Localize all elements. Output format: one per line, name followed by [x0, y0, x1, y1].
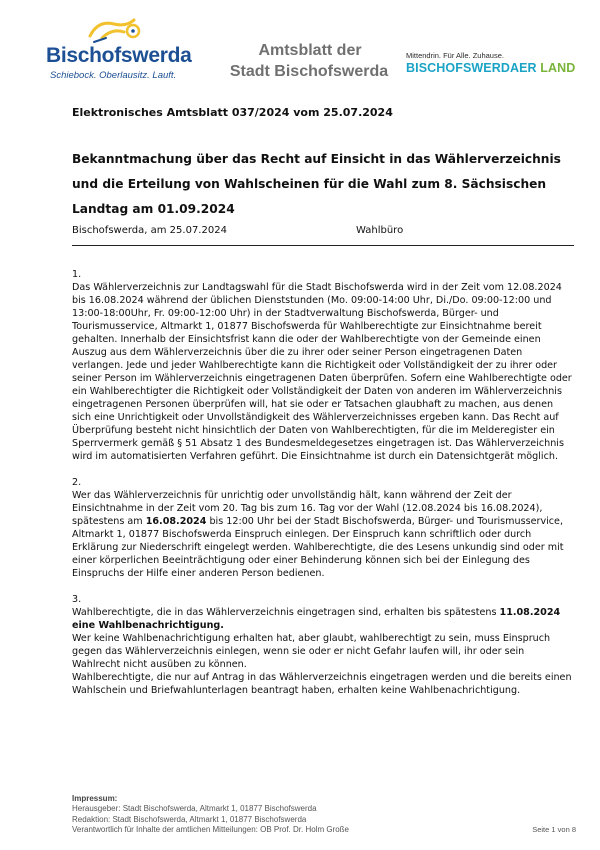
city-logo-name: Bischofswerda — [46, 44, 192, 67]
region-logo-name — [406, 61, 596, 75]
section-2 — [72, 476, 575, 580]
issue-line: Elektronisches Amtsblatt 037/2024 vom 25.07.2024 — [72, 106, 393, 119]
section-number: 3. — [72, 594, 82, 605]
gazette-title-line2: Stadt Bischofswerda — [229, 63, 389, 80]
imprint — [72, 794, 576, 835]
region-logo-tagline: Mittendrin. Für Alle. Zuhause. — [406, 51, 504, 60]
imprint-heading: Impressum: — [72, 794, 118, 803]
region-logo-name-part1: BISCHOFSWERDAER — [406, 61, 537, 75]
sections — [72, 268, 575, 710]
section-3 — [72, 593, 575, 697]
region-logo-name-part2: LAND — [540, 61, 576, 75]
section-text-paragraph: Wer keine Wahlbenachrichtigung erhalten hat, aber glaubt, wahlberechtigt zu sein, muss Einspruch gegen das Wählerverzeichnis einlegen, wenn sie oder er nicht Gefahr laufen will, ihr oder sein Wahlrecht nicht ausüben zu können. — [72, 633, 551, 670]
imprint-publisher: Herausgeber: Stadt Bischofswerda, Altmarkt 1, 01877 Bischofswerda — [72, 804, 317, 814]
place-date: Bischofswerda, am 25.07.2024 — [72, 225, 227, 236]
announcement-title: Bekanntmachung über das Recht auf Einsicht in das Wählerverzeichnis und die Erteilung von Wahlscheinen für die Wahl zum 8. Sächsischen Landtag am 01.09.2024 — [72, 152, 561, 216]
section-text-part: Wahlberechtigte, die in das Wählerverzeichnis eingetragen sind, erhalten bis spätestens — [72, 607, 500, 618]
section-text-paragraph: Wahlberechtigte, die nur auf Antrag in das Wählerverzeichnis eingetragen werden und die bereits einen Wahlschein und Briefwahlunterlagen beantragt haben, erhalten keine Wahlbenachrichtigung. — [72, 672, 572, 696]
page-number: Seite 1 von 8 — [532, 824, 576, 834]
title-divider — [72, 245, 574, 246]
section-number: 2. — [72, 477, 82, 488]
section-text-part: Wer das Wählerverzeichnis für unrichtig oder unvollständig hält, kann während der Zeit der Einsichtnahme in der Zeit vom 20. Tag bis zum 16. Tag vor der Wahl (12.08.2024 bis 16.08.2024), spätestens am — [72, 490, 543, 527]
deadline-date: 16.08.2024 — [145, 516, 207, 527]
notification-deadline: 11.08.2024 eine Wahlbenachrichtigung. — [72, 607, 561, 631]
section-text — [72, 489, 575, 580]
section-1 — [72, 268, 575, 463]
section-text-part: bis 12:00 Uhr bei der Stadt Bischofswerda, Bürger- und Tourismusservice, Altmarkt 1, 01877 Bischofswerda Einspruch einlegen. Der Einspruch kann schriftlich oder durch Erklärung zur Niederschrift eingelegt werden. Wahlberechtigte, die des Lesens unkundig sind oder mit einer körperlichen Beeinträchtigung oder einer Behinderung können sich bei der Einlegung des Einspruchs der Hilfe einer anderen Person bedienen. — [72, 516, 564, 579]
section-text — [72, 606, 575, 632]
region-logo — [406, 51, 596, 75]
issuing-office: Wahlbüro — [356, 225, 404, 236]
section-text: Das Wählerverzeichnis zur Landtagswahl für die Stadt Bischofswerda wird in der Zeit vom 12.08.2024 bis 16.08.2024 während der üblichen Dienststunden (Mo. 09:00-14:00 Uhr, Di./Do. 09:00-12:00 und 13:00-18:00Uhr, Fr. 09:00-12:00 Uhr) in der Stadtverwaltung Bischofswerda, Bürger- und Tourismusservice, Altmarkt 1, 01877 Bischofswerda für Wahlberechtigte zur Einsichtnahme bereit gehalten. Innerhalb der Einsichtsfrist kann die oder der Wahlberechtigte von der Gemeinde einen Auszug aus dem Wählerverzeichnis über die zu ihrer oder seiner Person eingetragenen Daten verlangen. Jede und jeder Wahlberechtigte kann die Richtigkeit oder Vollständigkeit der zu ihrer oder seiner Person im Wählerverzeichnis eingetragenen Daten überprüfen. Sofern eine Wahlberechtigte oder ein Wahlberechtigter die Richtigkeit oder Vollständigkeit der Daten von anderen im Wählerverzeichnis eingetragenen Personen überprüfen will, hat sie oder er Tatsachen glaubhaft zu machen, aus denen sich eine Unrichtigkeit oder Unvollständigkeit des Wählerverzeichnisses ergeben kann. Das Recht auf Überprüfung besteht nicht hinsichtlich der Daten von Wahlberechtigten, für die im Melderegister ein Sperrvermerk gemäß § 51 Absatz 1 des Bundesmeldegesetzes eingetragen ist. Das Wählerverzeichnis wird im automatisierten Verfahren geführt. Die Einsichtnahme ist durch ein Datensichtgerät möglich. — [72, 282, 572, 462]
imprint-editorial: Redaktion: Stadt Bischofswerda, Altmarkt 1, 01877 Bischofswerda — [72, 814, 307, 824]
imprint-responsible: Verantwortlich für Inhalte der amtlichen Mitteilungen: OB Prof. Dr. Holm Große — [72, 824, 350, 834]
city-logo-tagline: Schiebock. Oberlausitz. Lauft. — [50, 70, 177, 81]
section-number: 1. — [72, 269, 82, 280]
gazette-title-line1: Amtsblatt der — [258, 42, 362, 59]
